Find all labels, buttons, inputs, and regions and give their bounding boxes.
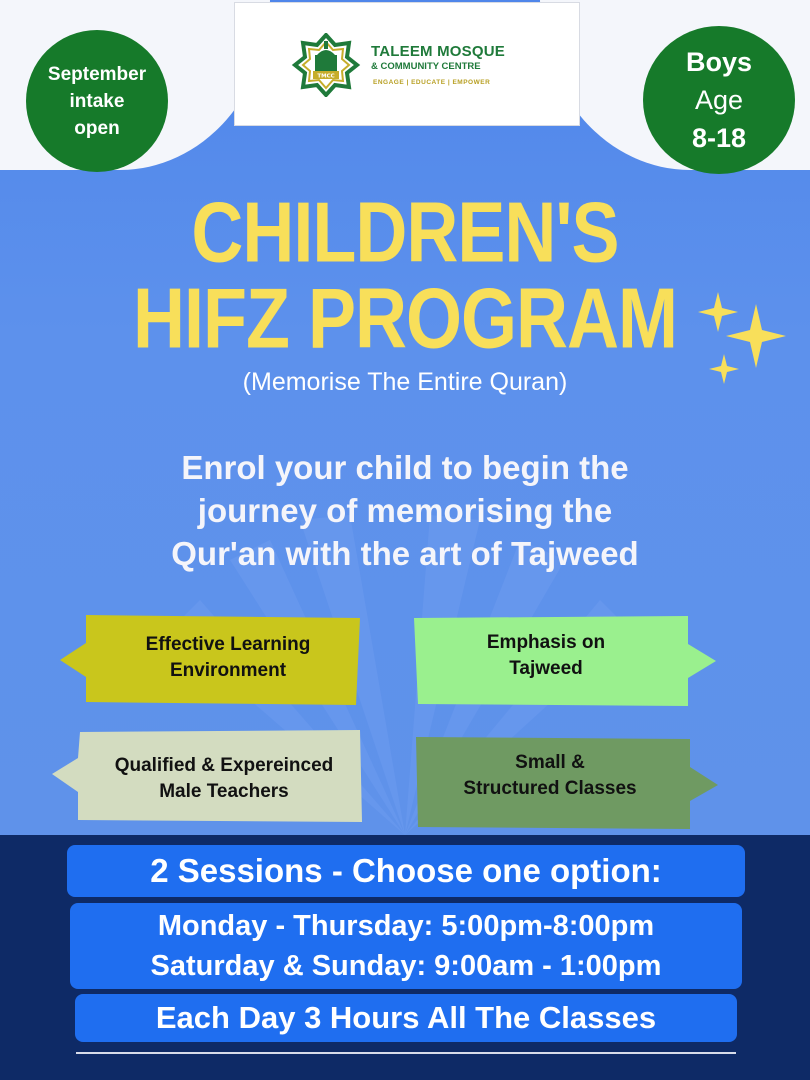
sessions-heading: 2 Sessions - Choose one option: <box>67 845 745 897</box>
age-badge-label: Age <box>694 85 744 115</box>
feature-3-line-1: Qualified & Expereinced <box>114 755 334 776</box>
feature-2-line-1: Emphasis on <box>486 632 606 653</box>
feature-qualified-teachers <box>50 730 362 822</box>
logo-tagline: ENGAGE | EDUCATE | EMPOWER <box>373 79 491 86</box>
intake-line-2: intake <box>69 90 125 112</box>
enrol-line-3: Qur'an with the art of Tajweed <box>171 535 639 572</box>
title-line-2: HIFZ PROGRAM <box>133 271 677 367</box>
feature-1-line-1: Effective Learning <box>145 634 311 655</box>
logo-subtitle: & COMMUNITY CENTRE <box>371 61 481 72</box>
bottom-divider <box>76 1052 736 1054</box>
intake-line-3: open <box>74 117 120 139</box>
feature-4-line-2: Structured Classes <box>463 778 637 799</box>
session-times <box>70 903 742 989</box>
feature-2-line-2: Tajweed <box>509 658 583 679</box>
feature-tajweed-emphasis <box>414 616 718 706</box>
enrol-line-1: Enrol your child to begin the <box>181 449 629 486</box>
logo-mark-text: TMCC <box>317 73 335 80</box>
mosque-logo <box>234 2 580 126</box>
enrol-message <box>0 446 810 575</box>
intake-line-1: September <box>47 63 147 85</box>
session-hours-note: Each Day 3 Hours All The Classes <box>75 994 737 1042</box>
program-subtitle: (Memorise The Entire Quran) <box>242 368 568 396</box>
feature-1-line-2: Environment <box>169 660 287 681</box>
session-option-weekday: Monday - Thursday: 5:00pm-8:00pm <box>157 910 655 942</box>
title-line-1: CHILDREN'S <box>191 185 619 281</box>
feature-small-classes <box>416 737 720 829</box>
age-badge-gender: Boys <box>685 47 753 77</box>
feature-4-line-1: Small & <box>515 752 585 773</box>
age-badge-range: 8-18 <box>691 123 747 153</box>
session-option-weekend: Saturday & Sunday: 9:00am - 1:00pm <box>150 950 662 982</box>
age-badge <box>643 26 795 174</box>
enrol-line-2: journey of memorising the <box>197 492 613 529</box>
feature-3-line-2: Male Teachers <box>159 781 289 802</box>
logo-name: TALEEM MOSQUE <box>371 43 505 60</box>
intake-badge <box>26 30 168 172</box>
mosque-emblem-icon <box>291 33 361 97</box>
feature-effective-learning <box>56 615 360 705</box>
